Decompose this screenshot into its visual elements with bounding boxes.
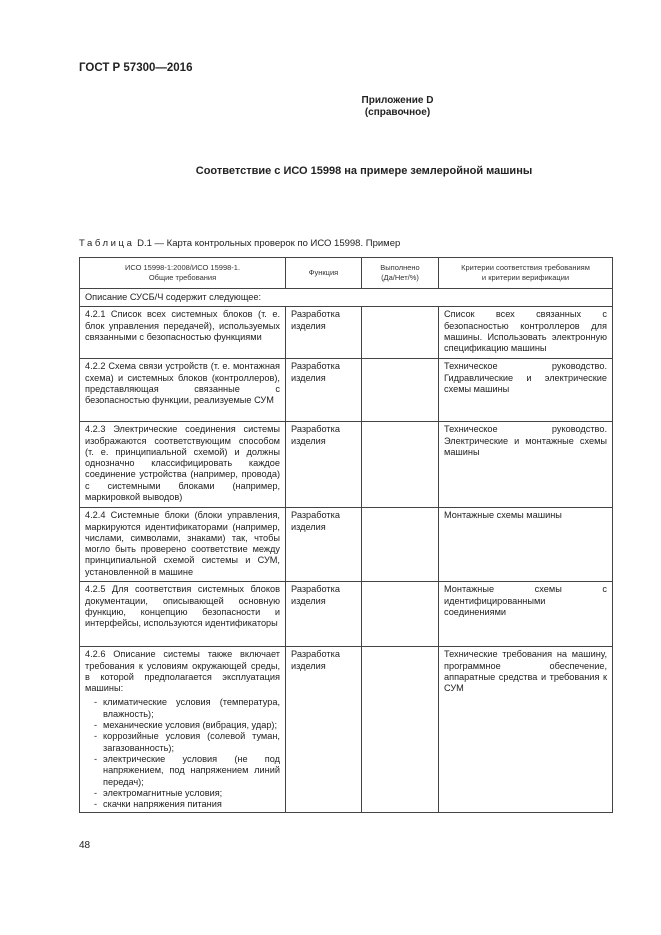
span-row-text: Описание СУСБ/Ч содержит следующее: [80,289,613,307]
verification-table [79,257,613,813]
header-function: Функция [286,258,362,289]
function-cell: Разработка изделия [286,359,362,422]
header-requirements: ИСО 15998-1:2008/ИСО 15998-1. Общие требования [80,258,286,289]
header-criteria: Критерии соответствия требованиям и критерии верификации [439,258,613,289]
annex-type: (справочное) [364,107,431,118]
conditions-list [85,697,280,810]
requirement-cell: 4.2.4 Системные блоки (блоки управления, маркируются идентификаторами (например, числами, символами, знаками) так, чтобы могло быть проверено соответствие между принципиальной схемой системы и СУМ, установленной в машине [80,508,286,582]
requirement-text: 4.2.6 Описание системы также включает требования к условиям окружающей среды, в которой предполагается эксплуатация машины: [85,649,280,694]
done-cell [362,647,439,813]
function-cell: Разработка изделия [286,647,362,813]
list-item: - скачки напряжения питания [94,799,222,810]
requirement-cell: 4.2.5 Для соответствия системных блоков документации, описывающей основную функцию, концепцию безопасности и интерфейсы, используются идентификаторы [80,582,286,647]
function-cell: Разработка изделия [286,422,362,508]
done-cell [362,508,439,582]
page-title: Соответствие с ИСО 15998 на примере землеройной машины [195,165,533,177]
done-cell [362,359,439,422]
table-header-row [80,258,613,289]
annex-label: Приложение D [361,95,434,106]
table-caption-text: D.1 — Карта контрольных проверок по ИСО 15998. Пример [134,238,401,249]
header-done: Выполнено (Да/Нет/%) [362,258,439,289]
criteria-cell: Монтажные схемы машины [439,508,613,582]
table-row [80,508,613,582]
table-span-row [80,289,613,307]
table-caption-prefix: Таблица [79,238,135,249]
done-cell [362,582,439,647]
function-cell: Разработка изделия [286,508,362,582]
table-caption [79,238,400,249]
table-row [80,359,613,422]
criteria-cell: Техническое руководство. Гидравлические и электрические схемы машины [439,359,613,422]
criteria-cell: Техническое руководство. Электрические и монтажные схемы машины [439,422,613,508]
standard-number: ГОСТ Р 57300—2016 [79,62,193,74]
requirement-cell: 4.2.2 Схема связи устройств (т. е. монтажная схема) и системных блоков (контроллеров), представляющая связанные с безопасностью функции, реализуемые СУМ [80,359,286,422]
table-row [80,422,613,508]
table-row [80,647,613,813]
table-row [80,307,613,359]
requirement-cell [80,647,286,813]
list-item: - климатические условия (температура, влажность); [94,697,280,719]
requirement-cell: 4.2.3 Электрические соединения системы изображаются соответствующим способом (т. е. принципиальной схемой) и должны однозначно классифицировать каждое соединение устройства (например, провода) с системными блоками (например, маркировкой выводов) [80,422,286,508]
criteria-cell: Технические требования на машину, программное обеспечение, аппаратные средства и требования к СУМ [439,647,613,813]
criteria-cell: Монтажные схемы с идентифицированными соединениями [439,582,613,647]
criteria-cell: Список всех связанных с безопасностью контроллеров для машины. Использовать электронную спецификацию машины [439,307,613,359]
list-item: - электромагнитные условия; [94,787,223,798]
table-row [80,582,613,647]
done-cell [362,307,439,359]
function-cell: Разработка изделия [286,582,362,647]
list-item: - механические условия (вибрация, удар); [94,720,278,731]
list-item: - электрические условия (не под напряжением, под напряжением линий передач); [94,753,280,787]
page-number: 48 [79,840,91,851]
requirement-cell: 4.2.1 Список всех системных блоков (т. е. блок управления передачей), используемых связанными с безопасностью функциями [80,307,286,359]
function-cell: Разработка изделия [286,307,362,359]
list-item: - коррозийные условия (солевой туман, загазованность); [94,731,280,753]
done-cell [362,422,439,508]
